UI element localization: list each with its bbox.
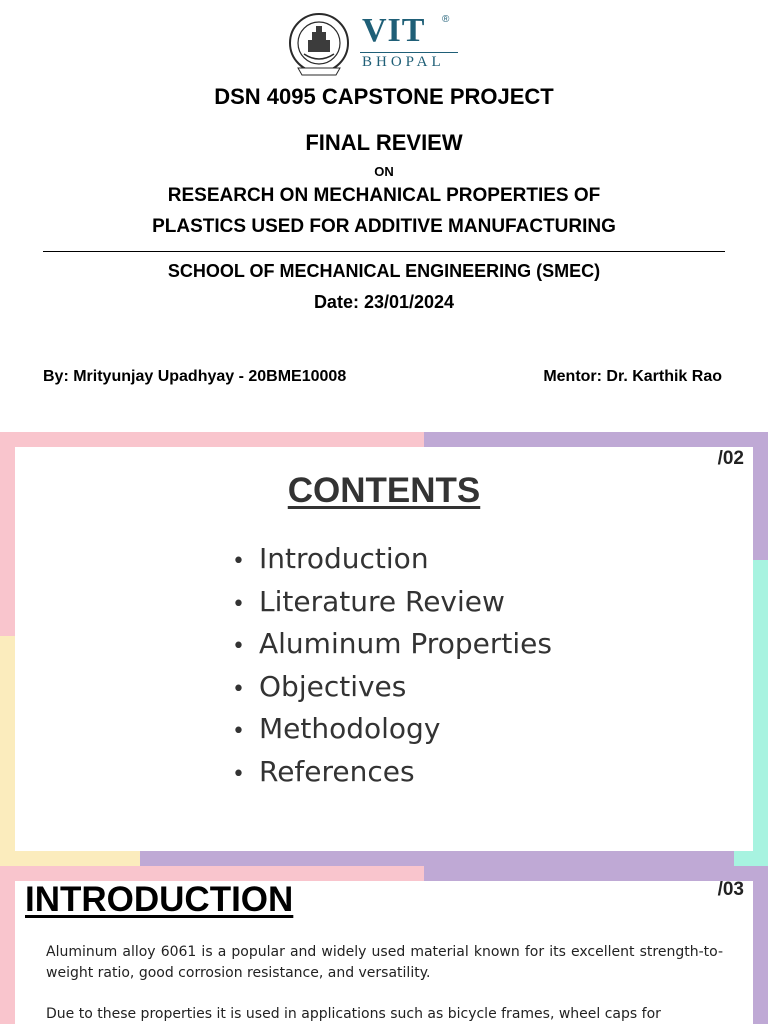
title-slide: [0, 0, 768, 432]
contents-item-label: Methodology: [259, 712, 441, 746]
bullet-icon: •: [232, 634, 245, 660]
decor-band-purple-right: [753, 866, 768, 1024]
decor-band-pink-left: [0, 432, 15, 636]
decor-band-mint-right: [753, 560, 768, 866]
page-number: /02: [717, 448, 744, 469]
contents-item-methodology: [232, 708, 552, 751]
decor-band-pink-left: [0, 866, 15, 1024]
contents-list: [232, 538, 552, 794]
vit-bhopal-logo: [288, 12, 460, 78]
page-number: /03: [717, 879, 744, 900]
bullet-icon: •: [232, 719, 245, 745]
on-label: ON: [374, 164, 394, 179]
decor-band-yellow-bottom: [0, 851, 140, 866]
decor-band-purple-top: [424, 866, 768, 881]
decor-band-purple-top: [424, 432, 768, 447]
introduction-slide: [0, 866, 768, 1024]
intro-paragraph-2: Due to these properties it is used in applications such as bicycle frames, wheel caps for: [46, 1006, 661, 1022]
contents-item-label: Objectives: [259, 669, 407, 703]
contents-heading-text: CONTENTS: [287, 471, 481, 510]
decor-band-yellow-left: [0, 636, 15, 866]
contents-slide: [0, 432, 768, 866]
author-line: By: Mrityunjay Upadhyay - 20BME10008: [43, 368, 347, 385]
contents-item-label: Aluminum Properties: [259, 627, 552, 661]
school-name: SCHOOL OF MECHANICAL ENGINEERING (SMEC): [167, 261, 601, 281]
introduction-heading: INTRODUCTION: [25, 880, 294, 919]
review-title: FINAL REVIEW: [305, 130, 463, 155]
presentation-date: Date: 23/01/2024: [313, 292, 455, 312]
research-title-line-1: RESEARCH ON MECHANICAL PROPERTIES OF: [167, 185, 601, 206]
logo-divider: [360, 52, 458, 53]
contents-item-label: Introduction: [259, 542, 429, 575]
mentor-line: Mentor: Dr. Karthik Rao: [543, 368, 722, 385]
bullet-icon: •: [232, 591, 245, 617]
vit-wordmark: VIT: [362, 12, 426, 49]
university-seal-icon: [288, 12, 350, 78]
decor-band-pink-top: [0, 432, 424, 447]
bhopal-wordmark: BHOPAL: [362, 54, 445, 70]
contents-item-introduction: [232, 538, 552, 581]
contents-item-objectives: [232, 666, 552, 709]
contents-heading: [0, 470, 768, 512]
contents-item-references: [232, 751, 552, 794]
title-divider: [43, 251, 725, 252]
course-title: DSN 4095 CAPSTONE PROJECT: [214, 84, 554, 109]
contents-item-literature-review: [232, 581, 552, 624]
contents-item-aluminum-properties: [232, 623, 552, 666]
bullet-icon: •: [232, 676, 245, 702]
contents-item-label: Literature Review: [259, 584, 505, 618]
bullet-icon: •: [232, 549, 245, 574]
research-title-line-2: PLASTICS USED FOR ADDITIVE MANUFACTURING: [152, 216, 616, 237]
bullet-icon: •: [232, 761, 245, 787]
registered-mark: ®: [442, 14, 450, 25]
intro-paragraph-1: Aluminum alloy 6061 is a popular and widely used material known for its excellent strength-to-weight ratio, good corrosion resistance, and versatility.: [46, 944, 723, 981]
decor-band-purple-bottom: [140, 851, 734, 866]
contents-item-label: References: [259, 754, 415, 788]
